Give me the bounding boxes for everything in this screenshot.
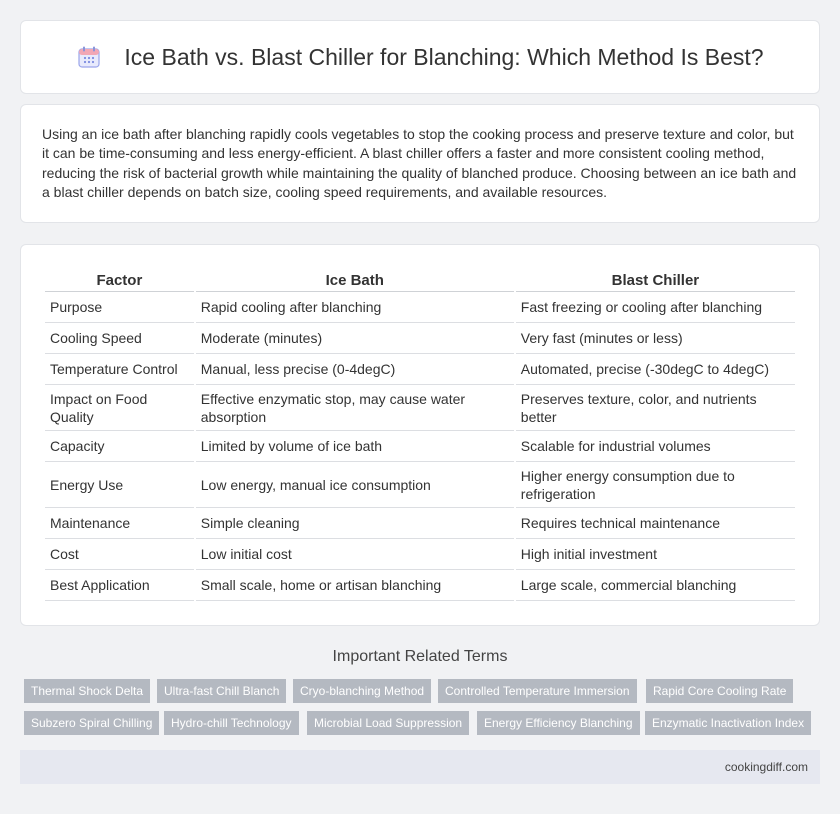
calendar-icon — [76, 44, 102, 70]
factor-cell: Capacity — [45, 433, 194, 462]
ice-bath-cell: Low initial cost — [196, 541, 514, 570]
header-factor: Factor — [45, 267, 194, 292]
related-term-tag[interactable]: Thermal Shock Delta — [24, 679, 150, 703]
factor-cell: Purpose — [45, 294, 194, 323]
blast-chiller-cell: Higher energy consumption due to refrigeration — [516, 464, 795, 508]
footer — [20, 750, 820, 784]
ice-bath-cell: Rapid cooling after blanching — [196, 294, 514, 323]
related-term-tag[interactable]: Energy Efficiency Blanching — [477, 711, 640, 735]
blast-chiller-cell: Automated, precise (-30degC to 4degC) — [516, 356, 795, 385]
title-card — [20, 20, 820, 94]
table-row — [45, 572, 795, 601]
table-row — [45, 464, 795, 508]
page-title — [76, 44, 763, 71]
blast-chiller-cell: Requires technical maintenance — [516, 510, 795, 539]
related-term-tag[interactable]: Ultra-fast Chill Blanch — [157, 679, 286, 703]
ice-bath-cell: Manual, less precise (0-4degC) — [196, 356, 514, 385]
ice-bath-cell: Limited by volume of ice bath — [196, 433, 514, 462]
table-row — [45, 356, 795, 385]
ice-bath-cell: Simple cleaning — [196, 510, 514, 539]
related-term-tag[interactable]: Hydro-chill Technology — [164, 711, 299, 735]
table-row — [45, 510, 795, 539]
table-row — [45, 387, 795, 431]
blast-chiller-cell: Very fast (minutes or less) — [516, 325, 795, 354]
related-term-tag[interactable]: Microbial Load Suppression — [307, 711, 469, 735]
factor-cell: Cooling Speed — [45, 325, 194, 354]
factor-cell: Cost — [45, 541, 194, 570]
table-row — [45, 294, 795, 323]
table-row — [45, 541, 795, 570]
header-ice-bath: Ice Bath — [196, 267, 514, 292]
related-term-tag[interactable]: Controlled Temperature Immersion — [438, 679, 637, 703]
table-header-row — [45, 267, 795, 292]
comparison-card — [20, 244, 820, 626]
header-blast-chiller: Blast Chiller — [516, 267, 795, 292]
related-term-tag[interactable]: Subzero Spiral Chilling — [24, 711, 159, 735]
related-term-tag[interactable]: Rapid Core Cooling Rate — [646, 679, 793, 703]
ice-bath-cell: Moderate (minutes) — [196, 325, 514, 354]
blast-chiller-cell: Fast freezing or cooling after blanching — [516, 294, 795, 323]
comparison-table — [43, 265, 797, 603]
table-row — [45, 325, 795, 354]
intro-card — [20, 104, 820, 223]
factor-cell: Energy Use — [45, 464, 194, 508]
intro-paragraph: Using an ice bath after blanching rapidly cools vegetables to stop the cooking process and preserve texture and color, but it can be time-consuming and less energy-efficient. A blast chiller offers a faster and more consistent cooling method, reducing the risk of bacterial growth while maintaining the quality of blanched produce. Choosing between an ice bath and a blast chiller depends on batch size, cooling speed requirements, and available resources. — [42, 126, 797, 200]
factor-cell: Impact on Food Quality — [45, 387, 194, 431]
ice-bath-cell: Effective enzymatic stop, may cause water absorption — [196, 387, 514, 431]
blast-chiller-cell: Large scale, commercial blanching — [516, 572, 795, 601]
footer-site-link[interactable]: cookingdiff.com — [724, 760, 808, 774]
blast-chiller-cell: High initial investment — [516, 541, 795, 570]
related-term-tag[interactable]: Cryo-blanching Method — [293, 679, 431, 703]
blast-chiller-cell: Scalable for industrial volumes — [516, 433, 795, 462]
ice-bath-cell: Low energy, manual ice consumption — [196, 464, 514, 508]
blast-chiller-cell: Preserves texture, color, and nutrients better — [516, 387, 795, 431]
factor-cell: Best Application — [45, 572, 194, 601]
title-text: Ice Bath vs. Blast Chiller for Blanching: Which Method Is Best? — [124, 43, 764, 70]
related-term-tag[interactable]: Enzymatic Inactivation Index — [645, 711, 811, 735]
factor-cell: Temperature Control — [45, 356, 194, 385]
related-terms-title: Important Related Terms — [332, 648, 508, 665]
ice-bath-cell: Small scale, home or artisan blanching — [196, 572, 514, 601]
table-row — [45, 433, 795, 462]
factor-cell: Maintenance — [45, 510, 194, 539]
